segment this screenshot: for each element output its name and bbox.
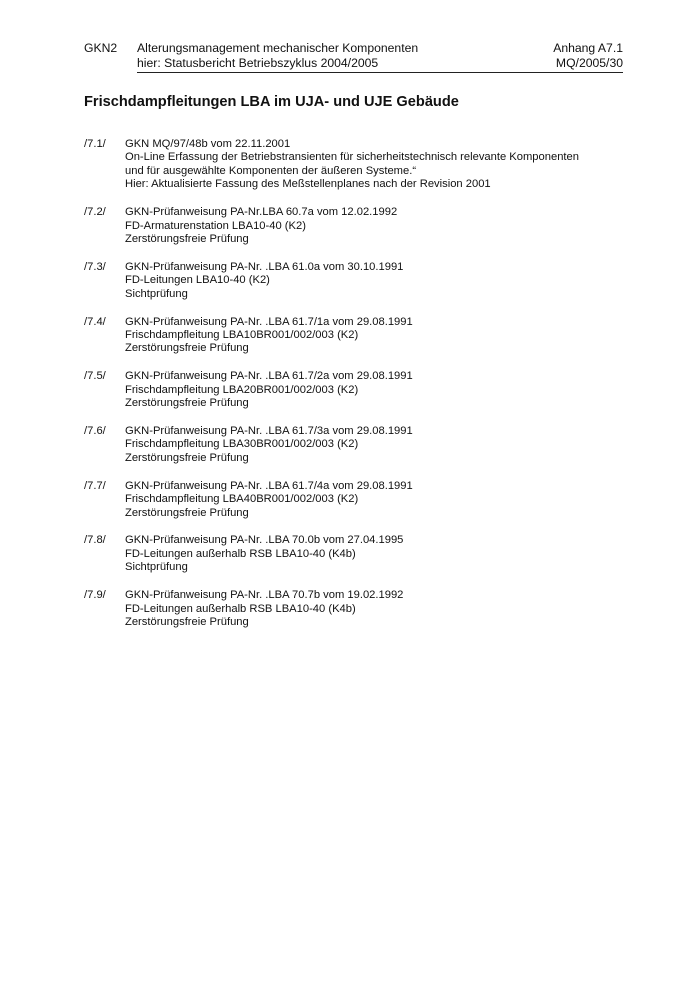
header-subject-line2: hier: Statusbericht Betriebszyklus 2004/2005 xyxy=(137,56,379,70)
reference-number: /7.6/ xyxy=(84,425,106,437)
reference-text xyxy=(125,206,622,246)
reference-line: Zerstörungsfreie Prüfung xyxy=(125,397,249,410)
reference-text xyxy=(125,425,622,465)
reference-line: Sichtprüfung xyxy=(125,561,188,574)
reference-text xyxy=(125,480,622,520)
header-subject-line1: Alterungsmanagement mechanischer Komponenten xyxy=(137,41,419,55)
reference-number: /7.5/ xyxy=(84,370,106,383)
page-title: Frischdampfleitungen LBA im UJA- und UJE Gebäude xyxy=(84,94,459,110)
reference-line: GKN-Prüfanweisung PA-Nr. .LBA 61.7/4a vom 29.08.1991 xyxy=(125,479,413,492)
reference-line: GKN-Prüfanweisung PA-Nr. .LBA 61.7/2a vom 29.08.1991 xyxy=(125,370,413,383)
reference-line: Zerstörungsfreie Prüfung xyxy=(125,615,249,628)
reference-line: FD-Leitungen außerhalb RSB LBA10-40 (K4b) xyxy=(125,547,356,560)
reference-line: GKN-Prüfanweisung PA-Nr. .LBA 70.0b vom 27.04.1995 xyxy=(125,534,404,547)
reference-line: GKN-Prüfanweisung PA-Nr. .LBA 61.0a vom 30.10.1991 xyxy=(125,260,404,273)
reference-line: GKN-Prüfanweisung PA-Nr. .LBA 61.7/3a vom 29.08.1991 xyxy=(125,425,413,437)
header-annex: Anhang A7.1 xyxy=(553,41,623,55)
reference-line: Zerstörungsfreie Prüfung xyxy=(125,232,249,245)
reference-line: und für ausgewählte Komponenten der äußeren Systeme.“ xyxy=(125,164,417,177)
reference-line: GKN MQ/97/48b vom 22.11.2001 xyxy=(125,138,291,150)
reference-number: /7.2/ xyxy=(84,206,106,219)
reference-text xyxy=(125,316,622,356)
reference-line: Frischdampfleitung LBA10BR001/002/003 (K2) xyxy=(125,328,359,341)
reference-line: Zerstörungsfreie Prüfung xyxy=(125,342,249,355)
reference-line: Zerstörungsfreie Prüfung xyxy=(125,451,249,464)
reference-line: Frischdampfleitung LBA20BR001/002/003 (K2) xyxy=(125,383,359,396)
reference-text xyxy=(125,370,622,410)
reference-item xyxy=(84,425,622,465)
reference-text xyxy=(125,261,622,301)
header-plant-code: GKN2 xyxy=(84,41,118,55)
reference-item xyxy=(84,370,622,410)
reference-line: GKN-Prüfanweisung PA-Nr. .LBA 61.7/1a vom 29.08.1991 xyxy=(125,315,413,328)
header-reference xyxy=(553,41,623,71)
reference-line: GKN-Prüfanweisung PA-Nr.LBA 60.7a vom 12.02.1992 xyxy=(125,206,398,219)
reference-line: FD-Armaturenstation LBA10-40 (K2) xyxy=(125,219,306,232)
reference-number: /7.3/ xyxy=(84,260,106,273)
reference-line: Sichtprüfung xyxy=(125,287,188,300)
reference-line: Frischdampfleitung LBA30BR001/002/003 (K2) xyxy=(125,438,359,451)
reference-item xyxy=(84,206,622,246)
reference-number: /7.4/ xyxy=(84,315,106,328)
reference-item xyxy=(84,261,622,301)
reference-item xyxy=(84,138,622,192)
reference-number: /7.9/ xyxy=(84,589,106,602)
reference-number: /7.8/ xyxy=(84,534,106,547)
reference-line: Frischdampfleitung LBA40BR001/002/003 (K2) xyxy=(125,493,359,506)
reference-item xyxy=(84,534,622,574)
reference-item xyxy=(84,589,622,629)
reference-line: On-Line Erfassung der Betriebstransienten für sicherheitstechnisch relevante Komponenten xyxy=(125,151,579,164)
reference-text xyxy=(125,138,622,192)
header-subject xyxy=(137,41,418,71)
reference-line: FD-Leitungen LBA10-40 (K2) xyxy=(125,274,270,287)
reference-number: /7.7/ xyxy=(84,479,106,492)
reference-line: FD-Leitungen außerhalb RSB LBA10-40 (K4b) xyxy=(125,602,356,615)
reference-line: GKN-Prüfanweisung PA-Nr. .LBA 70.7b vom 19.02.1992 xyxy=(125,589,404,602)
reference-list xyxy=(84,138,622,644)
reference-line: Zerstörungsfreie Prüfung xyxy=(125,506,249,519)
reference-line: Hier: Aktualisierte Fassung des Meßstellenplanes nach der Revision 2001 xyxy=(125,178,491,191)
reference-text xyxy=(125,534,622,574)
reference-number: /7.1/ xyxy=(84,138,106,150)
header-divider xyxy=(137,72,623,73)
header-doc-number: MQ/2005/30 xyxy=(555,56,623,70)
reference-text xyxy=(125,589,622,629)
reference-item xyxy=(84,316,622,356)
reference-item xyxy=(84,480,622,520)
